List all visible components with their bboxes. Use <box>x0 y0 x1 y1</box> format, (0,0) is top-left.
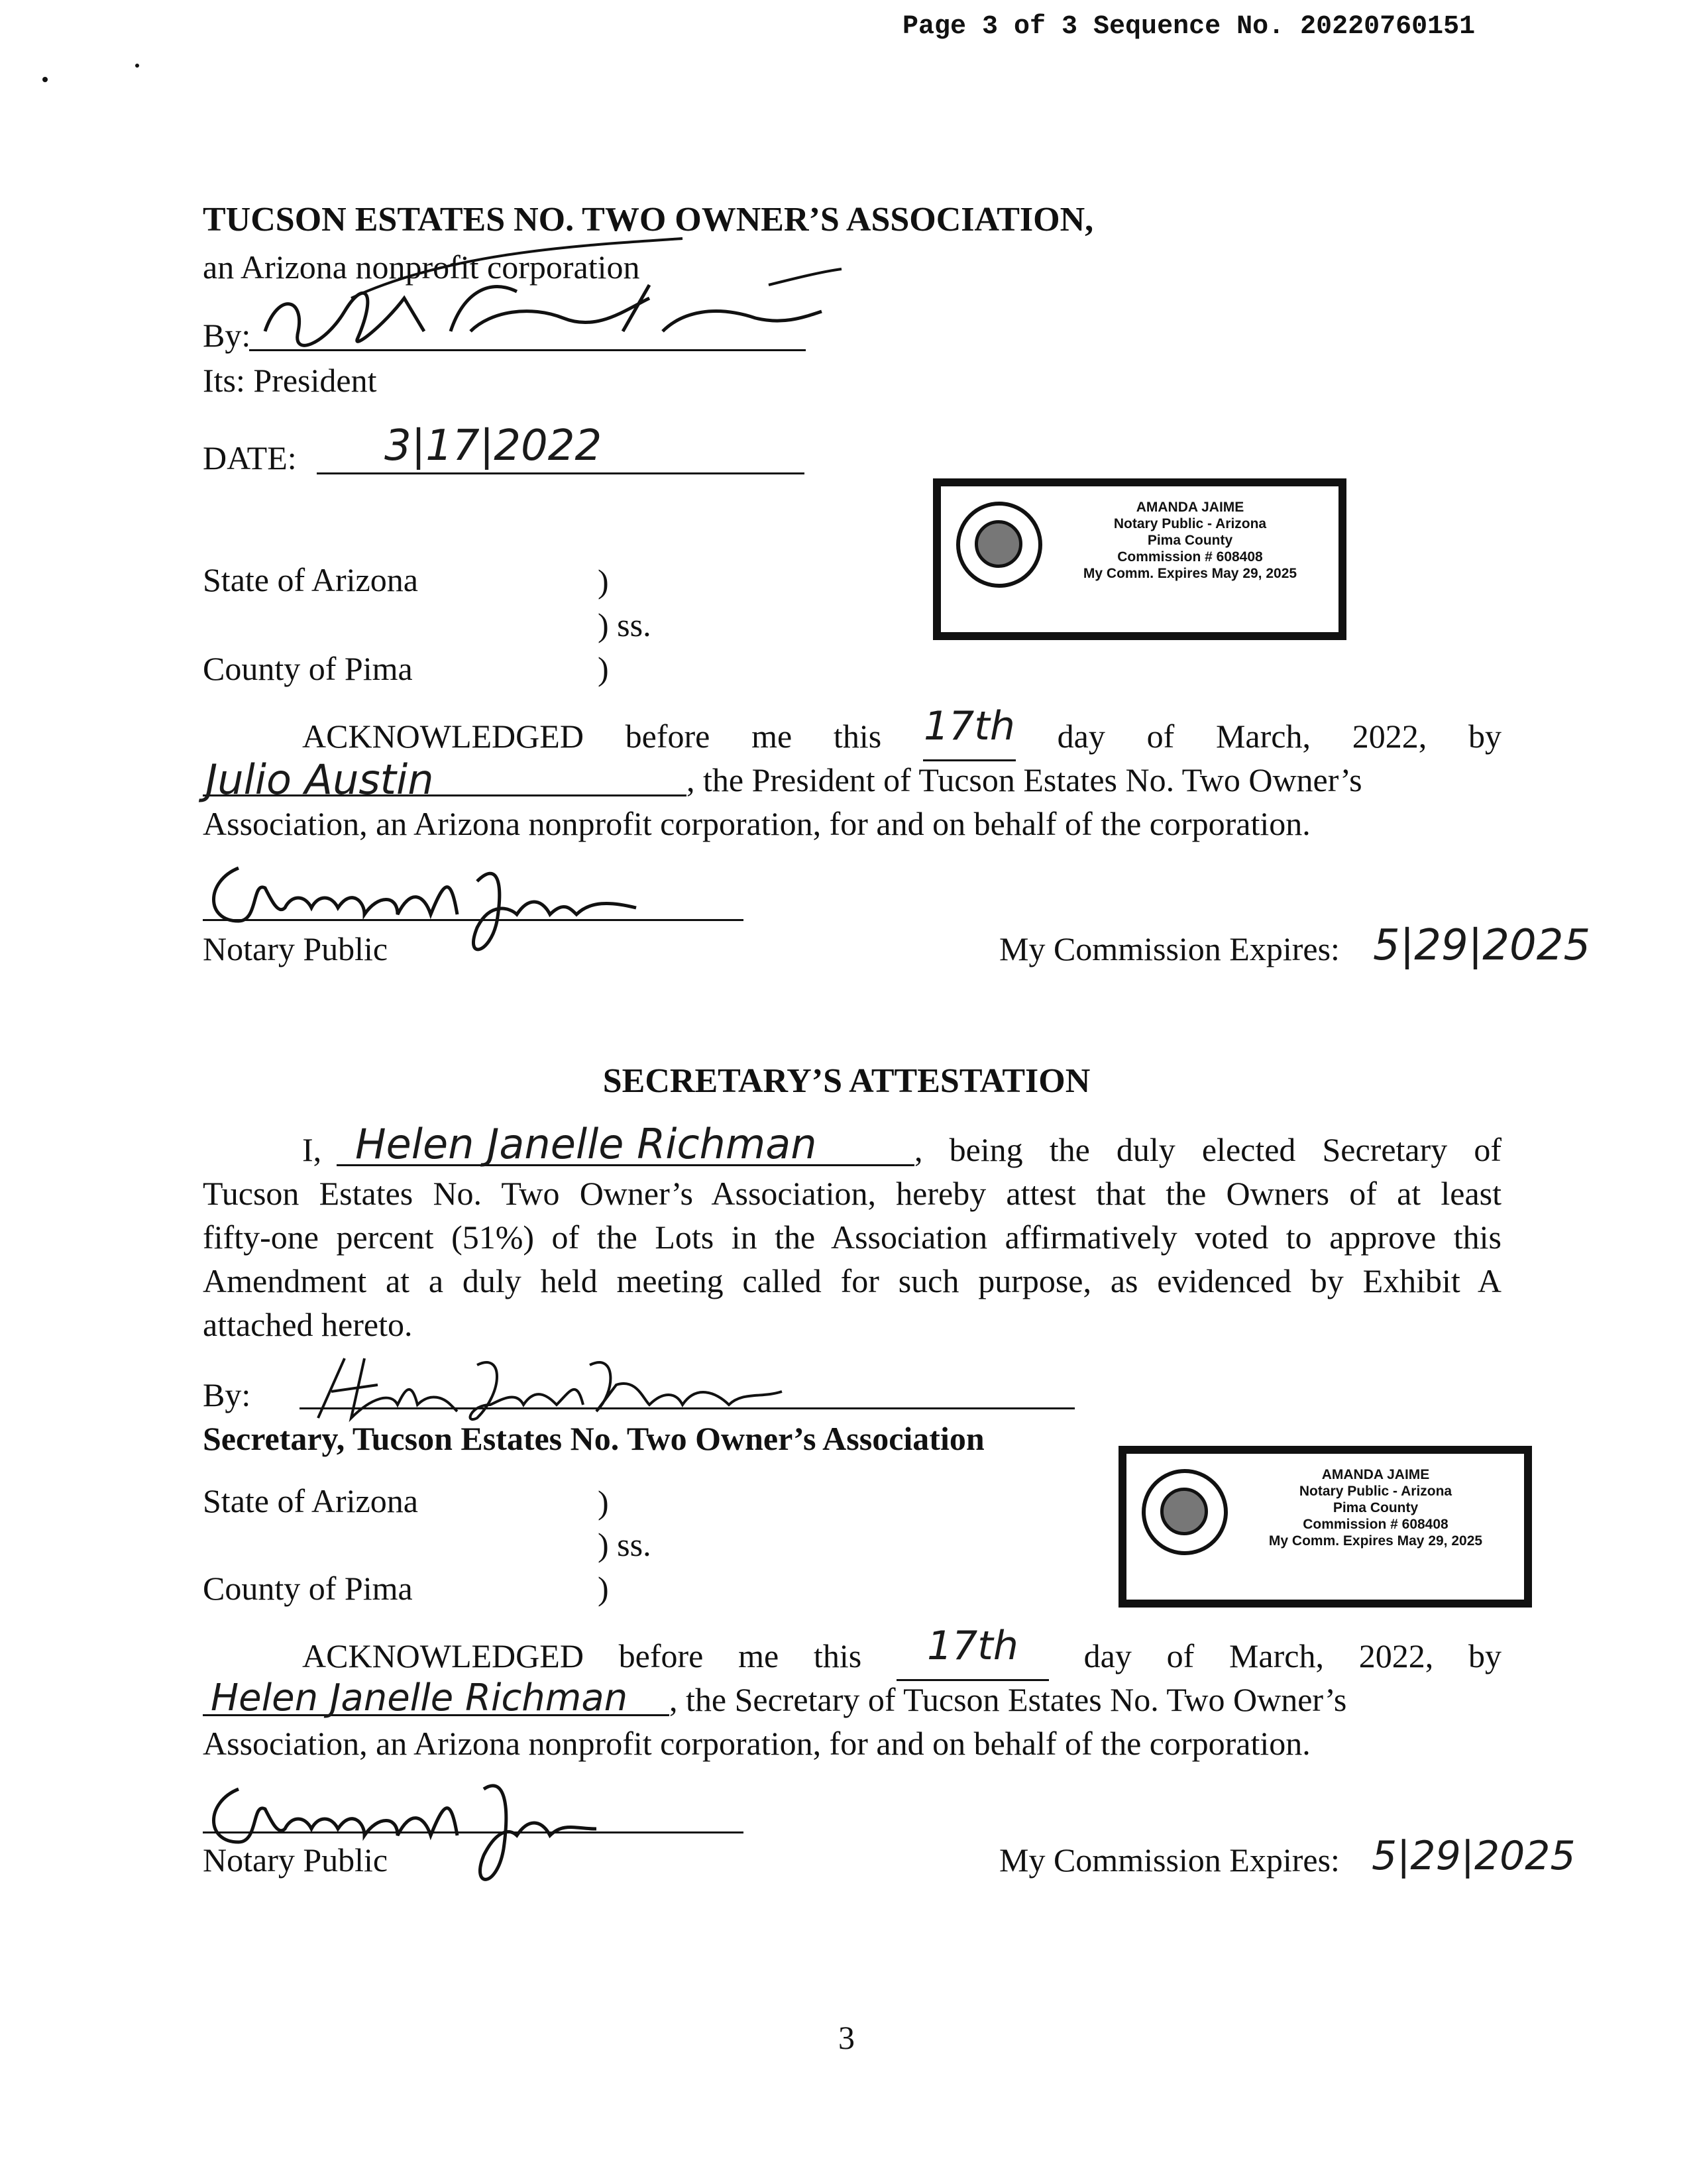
ack-day: 17th <box>897 1639 1049 1681</box>
ack-word: before <box>618 1637 704 1674</box>
ack-word: ACKNOWLEDGED <box>302 1637 584 1674</box>
ack-word: of <box>1146 718 1175 755</box>
venue-ss: ) ss. <box>598 1526 651 1563</box>
attestation-i: I, <box>302 1131 322 1168</box>
secretary-title: Secretary, Tucson Estates No. Two Owner’s Association <box>203 1420 985 1457</box>
ack-word: day <box>1057 718 1105 755</box>
ack-word: March, <box>1215 718 1311 755</box>
scan-speck <box>135 64 139 68</box>
secretary-name: Helen Janelle Richman <box>355 1120 817 1168</box>
ack-word: March, <box>1229 1637 1324 1674</box>
notary-label: Notary Public <box>203 930 388 967</box>
ack-line-1 <box>203 1623 1502 1681</box>
venue-paren: ) <box>598 563 609 600</box>
ack-word: this <box>813 1637 862 1674</box>
expires-label: My Commission Expires: <box>999 930 1340 967</box>
venue-state: State of Arizona <box>203 1482 418 1519</box>
attestation-line-4: Amendment at a duly held meeting called for such purpose, as evidenced by Exhibit A <box>203 1262 1502 1299</box>
arizona-seal-icon <box>1142 1469 1228 1555</box>
venue-county: County of Pima <box>203 1570 413 1607</box>
org-title: TUCSON ESTATES NO. TWO OWNER’S ASSOCIATION, <box>203 201 1094 239</box>
stamp-title: Notary Public - Arizona <box>1299 1484 1452 1499</box>
attestation-line-5: attached hereto. <box>203 1306 413 1343</box>
venue-paren: ) <box>598 1484 609 1521</box>
ack-word: by <box>1468 1637 1502 1674</box>
scan-speck <box>42 77 48 82</box>
date-value: 3|17|2022 <box>384 421 602 470</box>
ack-line-2: , the President of Tucson Estates No. Two Owner’s <box>686 761 1362 798</box>
ack-signer-name: Helen Janelle Richman <box>211 1676 628 1720</box>
attestation-heading: SECRETARY’S ATTESTATION <box>602 1062 1091 1100</box>
date-line <box>317 472 804 474</box>
attestation-line-1-text: , being the duly elected Secretary of <box>914 1131 1502 1168</box>
venue-state: State of Arizona <box>203 561 418 598</box>
ack-word: me <box>751 718 792 755</box>
arizona-seal-icon <box>956 502 1042 588</box>
ack-word: day <box>1083 1637 1132 1674</box>
notary-label: Notary Public <box>203 1841 388 1879</box>
notary-stamp <box>1119 1446 1532 1608</box>
ack-word: of <box>1166 1637 1195 1674</box>
date-label: DATE: <box>203 439 297 476</box>
venue-paren: ) <box>598 650 609 687</box>
notary-stamp <box>933 478 1346 640</box>
expires-label: My Commission Expires: <box>999 1841 1340 1879</box>
ack-word: this <box>833 718 882 755</box>
ack-line-3: Association, an Arizona nonprofit corporation, for and on behalf of the corporation. <box>203 1725 1311 1762</box>
stamp-expires: My Comm. Expires May 29, 2025 <box>1268 1533 1483 1549</box>
expires-value: 5|29|2025 <box>1373 921 1591 970</box>
page-sequence-header: Page 3 of 3 Sequence No. 20220760151 <box>902 12 1476 42</box>
ack-word: 2022, <box>1358 1637 1434 1674</box>
ack-line-3: Association, an Arizona nonprofit corporation, for and on behalf of the corporation. <box>203 805 1311 842</box>
venue-paren: ) <box>598 1570 609 1607</box>
attestation-line-3: fifty-one percent (51%) of the Lots in the Association affirmatively voted to approve this <box>203 1219 1502 1256</box>
page-number: 3 <box>838 2019 855 2056</box>
president-signature <box>252 232 848 364</box>
attestation-line-1 <box>914 1133 1502 1166</box>
org-subtitle: an Arizona nonprofit corporation <box>203 248 640 286</box>
ack-word: 2022, <box>1352 718 1427 755</box>
ack-signer-name: Julio Austin <box>205 755 434 804</box>
secretary-by-label: By: <box>203 1376 251 1413</box>
expires-value: 5|29|2025 <box>1372 1833 1576 1879</box>
stamp-county: Pima County <box>1333 1500 1419 1515</box>
stamp-name: AMANDA JAIME <box>1321 1467 1430 1482</box>
ack-word: before <box>625 718 710 755</box>
its-label: Its: President <box>203 362 377 399</box>
secretary-signature <box>305 1338 822 1431</box>
ack-word: by <box>1468 718 1502 755</box>
ack-line-2: , the Secretary of Tucson Estates No. Two Owner’s <box>669 1681 1347 1718</box>
stamp-commission: Commission # 608408 <box>1303 1517 1448 1532</box>
stamp-commission: Commission # 608408 <box>1117 549 1263 565</box>
ack-day: 17th <box>923 720 1016 761</box>
ack-word: ACKNOWLEDGED <box>302 718 584 755</box>
venue-county: County of Pima <box>203 650 413 687</box>
stamp-expires: My Comm. Expires May 29, 2025 <box>1083 566 1297 581</box>
by-label: By: <box>203 317 251 354</box>
stamp-county: Pima County <box>1147 533 1233 548</box>
attestation-line-2: Tucson Estates No. Two Owner’s Association, hereby attest that the Owners of at least <box>203 1175 1502 1212</box>
stamp-title: Notary Public - Arizona <box>1113 516 1267 531</box>
ack-word: me <box>738 1637 779 1674</box>
stamp-name: AMANDA JAIME <box>1136 500 1244 515</box>
venue-ss: ) ss. <box>598 606 651 643</box>
